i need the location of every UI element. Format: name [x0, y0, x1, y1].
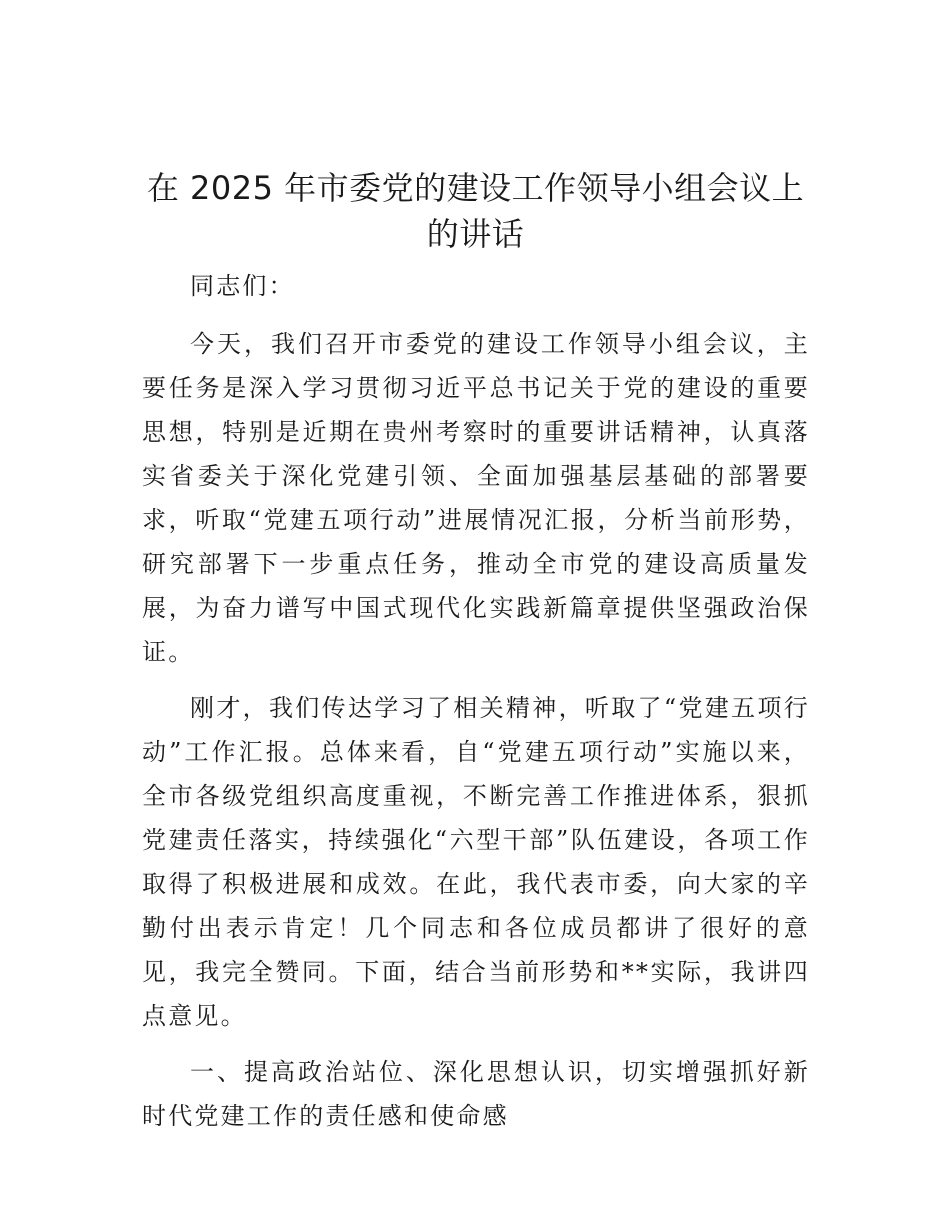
document-body: [142, 264, 810, 1150]
paragraph-opening: 今天，我们召开市委党的建设工作领导小组会议，主要任务是深入学习贯彻习近平总书记关于党的建设的重要思想，特别是近期在贵州考察时的重要讲话精神，认真落实省委关于深化党建引领、全面加强基层基础的部署要求，听取“党建五项行动”进展情况汇报，分析当前形势，研究部署下一步重点任务，推动全市党的建设高质量发展，为奋力谱写中国式现代化实践新篇章提供坚强政治保证。: [142, 330, 810, 666]
document-title: 在 2025 年市委党的建设工作领导小组会议上的讲话: [146, 169, 805, 253]
paragraph-summary: 刚才，我们传达学习了相关精神，听取了“党建五项行动”工作汇报。总体来看，自“党建五项行动”实施以来，全市各级党组织高度重视，不断完善工作推进体系，狠抓党建责任落实，持续强化“六型干部”队伍建设，各项工作取得了积极进展和成效。在此，我代表市委，向大家的辛勤付出表示肯定！几个同志和各位成员都讲了很好的意见，我完全赞同。下面，结合当前形势和**实际，我讲四点意见。: [142, 694, 810, 1030]
section-heading-one: 一、提高政治站位、深化思想认识，切实增强抓好新时代党建工作的责任感和使命感: [142, 1058, 810, 1130]
salutation: 同志们：: [190, 272, 295, 300]
